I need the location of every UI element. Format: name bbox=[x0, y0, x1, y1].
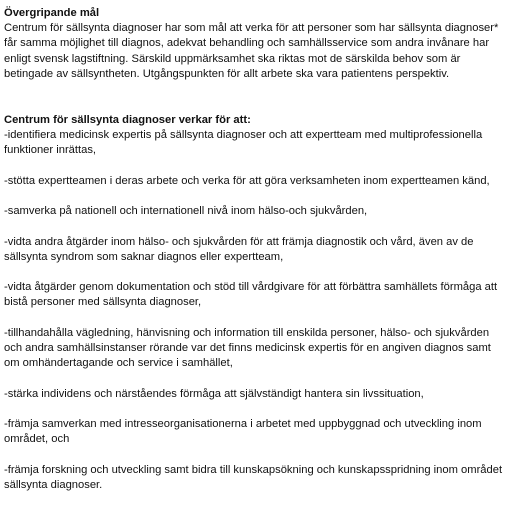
list-item: -stötta expertteamen i deras arbete och verka för att göra verksamheten inom expertteamen känd, bbox=[4, 174, 490, 187]
document-body bbox=[4, 6, 504, 508]
list-item: -vidta åtgärder genom dokumentation och stöd till vårdgivare för att förbättra samhällets förmåga att bistå personer med sällsynta diagnoser, bbox=[4, 281, 498, 309]
list-item: -vidta andra åtgärder inom hälso- och sjukvården för att främja diagnostik och vård, även av de sällsynta syndrom som saknar diagnos eller expertteam, bbox=[4, 235, 474, 263]
list-item: -identifiera medicinsk expertis på sällsynta diagnoser och att expertteam med multiprofessionella funktioner inrättas, bbox=[4, 129, 483, 157]
activities-list bbox=[4, 128, 504, 493]
section-heading-activities: Centrum för sällsynta diagnoser verkar för att: bbox=[4, 114, 251, 127]
section-heading-overall-goal: Övergripande mål bbox=[4, 7, 100, 19]
list-item: -främja samverkan med intresseorganisationerna i arbetet med uppbyggnad och utveckling inom området, och bbox=[4, 417, 482, 446]
list-item: -samverka på nationell och internationell nivå inom hälso-och sjukvården, bbox=[4, 205, 368, 218]
list-item: -främja forskning och utveckling samt bidra till kunskapsökning och kunskapsspridning inom området sällsynta diagnoser. bbox=[4, 463, 503, 491]
list-item: -tillhandahålla vägledning, hänvisning och information till enskilda personer, hälso- och sjukvården och andra samhällsinstanser rörande var det finns medicinsk expertis för en angiven diagnos samt om omhändertagande och service i samhället, bbox=[4, 326, 491, 370]
list-item: -stärka individens och närståendes förmåga att självständigt hantera sin livssituation, bbox=[4, 387, 424, 400]
section-paragraph-overall-goal: Centrum för sällsynta diagnoser har som mål att verka för att personer som har sällsynta diagnoser* får samma möjlighet till diagnos, adekvat behandling och samhällsservice som andra invånare har enligt svensk lagstiftning. Särskild uppmärksamhet ska riktas mot de särskilda behov som är betingade av sällsyntheten. Utgångspunkten för allt arbete ska vara patientens perspektiv. bbox=[4, 22, 499, 80]
